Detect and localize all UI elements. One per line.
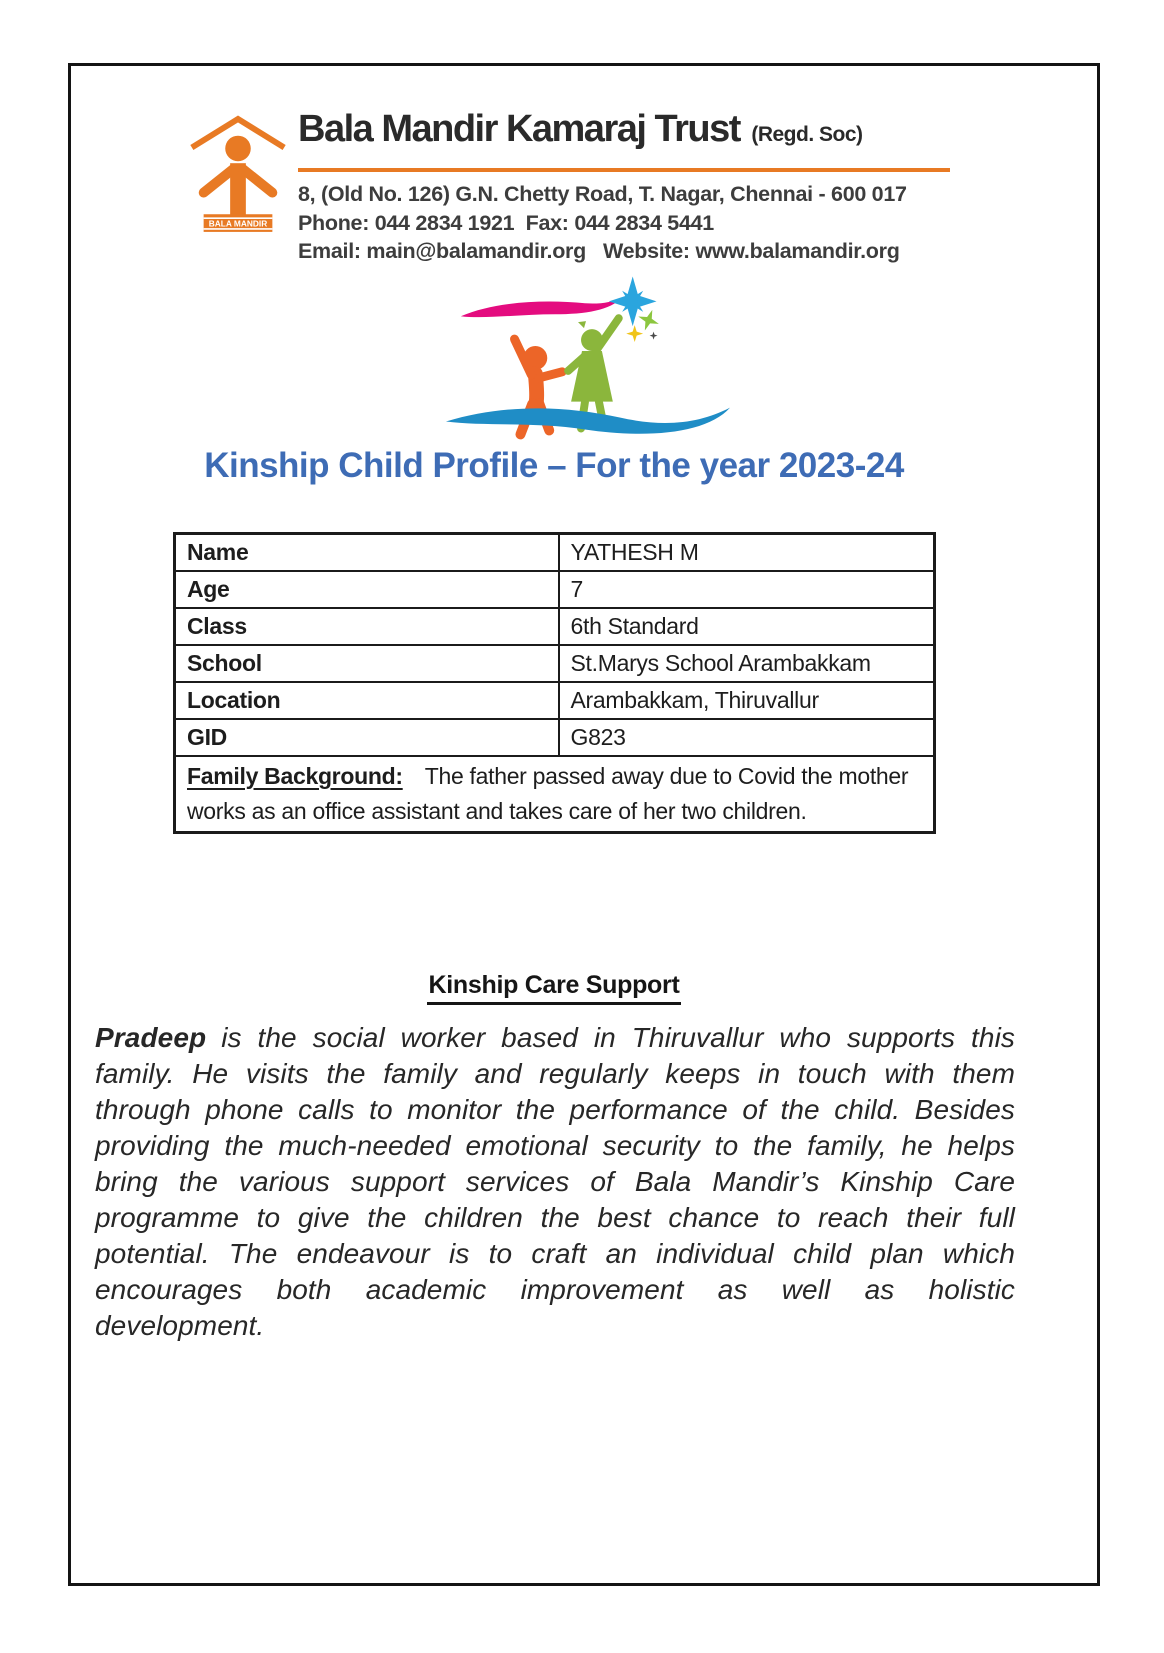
row-label: Location [175, 682, 559, 719]
table-row [175, 608, 935, 645]
table-row [175, 719, 935, 756]
org-title-line [298, 104, 958, 162]
row-value: YATHESH M [559, 534, 935, 571]
children-stars-logo-icon [436, 254, 734, 444]
phone-fax-line: Phone: 044 2834 1921 Fax: 044 2834 5441 [298, 210, 714, 235]
document-title: Kinship Child Profile – For the year 2023-24 [204, 446, 904, 485]
row-label: School [175, 645, 559, 682]
lead-word: Pradeep [95, 1022, 207, 1053]
support-body-text: is the social worker based in Thiruvallur who supports this family. He visits the family and regularly keeps in touch with them through phone calls to monitor the performance of the child. Besides providing the much-needed emotional security to the family, he helps bring the various support services of Bala Mandir’s Kinship Care programme to give the children the best chance to reach their full potential. The endeavour is to craft an individual child plan which encourages both academic improvement as well as holistic development. [95, 1022, 1015, 1341]
bala-mandir-logo-icon [184, 104, 292, 242]
section-heading-wrap [94, 971, 1014, 1005]
org-name: Bala Mandir Kamaraj Trust [298, 108, 740, 150]
row-value: 6th Standard [559, 608, 935, 645]
section-heading: Kinship Care Support [427, 971, 682, 1005]
row-label: Age [175, 571, 559, 608]
row-value: G823 [559, 719, 935, 756]
row-value: 7 [559, 571, 935, 608]
family-background-row [175, 756, 935, 833]
table-row [175, 534, 935, 571]
table-row [175, 645, 935, 682]
org-regd-suffix: (Regd. Soc) [751, 123, 863, 146]
letterhead [184, 104, 958, 266]
family-background-text: The father passed away due to Covid the mother works as an office assistant and takes care of her two children. [187, 762, 909, 824]
family-background-label: Family Background: [187, 762, 403, 789]
table-row [175, 571, 935, 608]
header-divider [298, 168, 950, 172]
table-row [175, 682, 935, 719]
email-website-line: Email: main@balamandir.org Website: www.balamandir.org [298, 239, 900, 263]
row-label: Class [175, 608, 559, 645]
support-paragraph [95, 1020, 1015, 1344]
profile-table [173, 532, 936, 834]
row-label: GID [175, 719, 559, 756]
row-value: Arambakkam, Thiruvallur [559, 682, 935, 719]
row-label: Name [175, 534, 559, 571]
row-value: St.Marys School Arambakkam [559, 645, 935, 682]
address-line: 8, (Old No. 126) G.N. Chetty Road, T. Nagar, Chennai - 600 017 [298, 182, 907, 206]
family-background-cell [175, 756, 935, 833]
logo-caption: BALA MANDIR [208, 218, 268, 229]
